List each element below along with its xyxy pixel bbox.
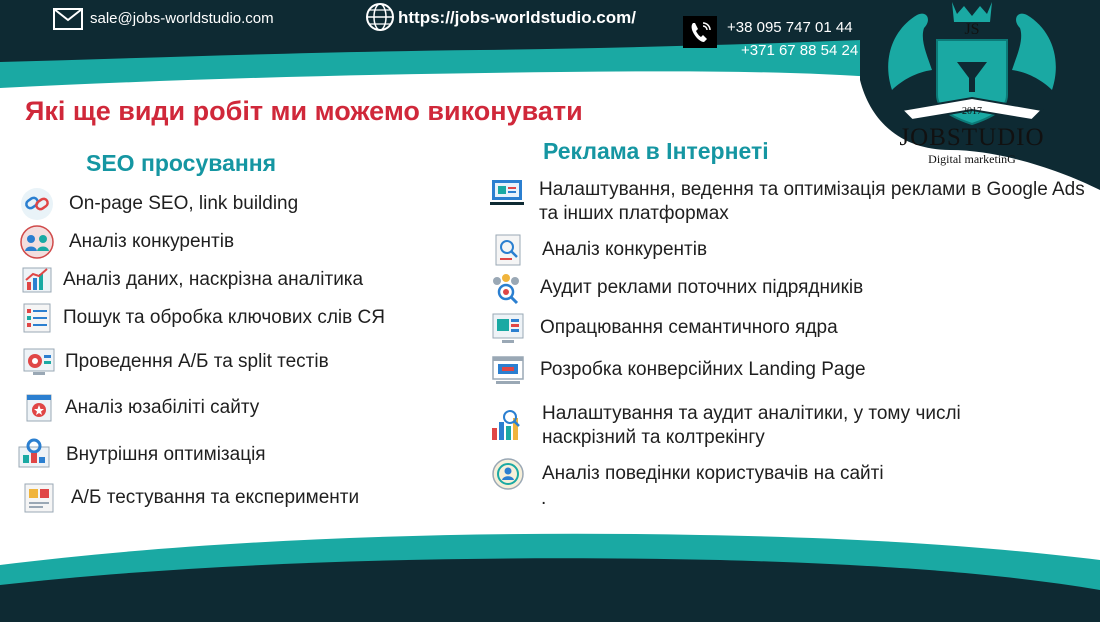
- header-website[interactable]: https://jobs-worldstudio.com/: [398, 8, 636, 27]
- phone-icon: [683, 16, 717, 48]
- ads-setup-icon: [490, 178, 524, 208]
- competitor-report-icon: [490, 232, 526, 268]
- landing-page-icon: [490, 352, 526, 388]
- ads-item-6: [488, 402, 1042, 450]
- optimization-icon: [16, 437, 52, 473]
- seo-item-4: [19, 300, 385, 336]
- ads-item-label: Аудит реклами поточних підрядників: [540, 277, 864, 298]
- seo-item-label: On-page SEO, link building: [69, 193, 299, 214]
- seo-item-2: [19, 224, 234, 260]
- page-title: Які ще види робіт ми можемо виконувати: [25, 96, 583, 126]
- link-chain-icon: [19, 186, 55, 222]
- ads-item-4: [490, 310, 838, 346]
- audit-team-icon: [488, 270, 524, 306]
- seo-item-5: [21, 344, 329, 380]
- seo-item-7: [16, 437, 266, 473]
- seo-heading: SEO просування: [86, 150, 277, 176]
- analytics-chart-icon: [19, 262, 55, 298]
- usability-icon: [21, 390, 57, 426]
- globe-icon: [365, 2, 395, 32]
- header-email[interactable]: sale@jobs-worldstudio.com: [90, 10, 274, 27]
- competitors-icon: [19, 224, 55, 260]
- ads-item-1: [490, 178, 1099, 226]
- ads-item-7: [490, 456, 884, 492]
- seo-item-label: Проведення А/Б та split тестів: [65, 351, 329, 372]
- ads-trailing-dot: .: [541, 488, 547, 509]
- seo-item-label: Аналіз юзабіліті сайту: [65, 397, 260, 418]
- logo-name: JOBSTUDIO: [899, 124, 1045, 151]
- experiment-icon: [21, 480, 57, 516]
- user-behavior-icon: [490, 456, 526, 492]
- logo-year: 2017: [962, 106, 982, 117]
- keywords-list-icon: [19, 300, 55, 336]
- seo-item-3: [19, 262, 363, 298]
- ads-item-label: Налаштування та аудит аналітики, у тому числі наскрізний та колтрекінгу: [542, 403, 961, 448]
- logo-tagline: Digital marketinG: [928, 152, 1016, 166]
- seo-item-label: А/Б тестування та експерименти: [71, 487, 360, 508]
- semantic-core-icon: [490, 310, 526, 346]
- ads-item-label: Опрацювання семантичного ядра: [540, 317, 838, 338]
- ads-item-3: [488, 270, 863, 306]
- ads-item-label: Розробка конверсійних Landing Page: [540, 359, 866, 380]
- seo-item-6: [21, 390, 259, 426]
- ads-item-label: Аналіз конкурентів: [542, 239, 708, 260]
- logo-monogram: JS: [964, 21, 980, 38]
- ads-item-5: [490, 352, 866, 388]
- ab-test-icon: [21, 344, 57, 380]
- ads-item-label: Аналіз поведінки користувачів на сайті: [542, 463, 884, 484]
- ads-heading: Реклама в Інтернеті: [543, 138, 769, 164]
- seo-item-label: Внутрішня оптимізація: [66, 444, 266, 465]
- header-phone-2[interactable]: +371 67 88 54 24: [741, 42, 859, 59]
- ads-item-label: Налаштування, ведення та оптимізація реклами в Google Ads та інших платформах: [539, 179, 1085, 224]
- seo-item-8: [21, 480, 359, 516]
- ads-item-2: [490, 232, 707, 268]
- seo-item-1: [19, 186, 298, 222]
- seo-item-label: Аналіз конкурентів: [69, 231, 235, 252]
- seo-item-label: Аналіз даних, наскрізна аналітика: [63, 269, 364, 290]
- header-phone-1[interactable]: +38 095 747 01 44: [727, 19, 853, 36]
- seo-item-label: Пошук та обробка ключових слів СЯ: [63, 307, 385, 328]
- analytics-audit-icon: [488, 408, 524, 444]
- email-icon: [53, 8, 83, 30]
